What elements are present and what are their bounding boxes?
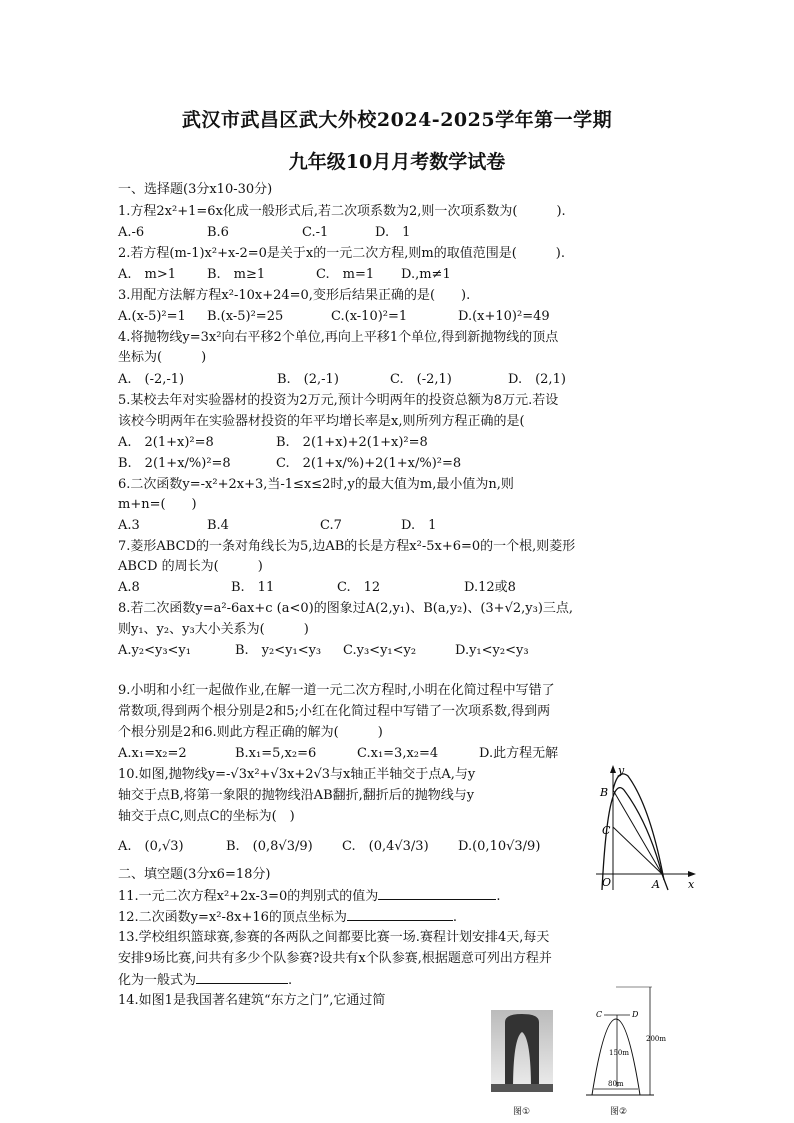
label-b: B xyxy=(600,786,609,799)
x-axis-arrow xyxy=(688,871,696,877)
q11-stem: 11.一元二次方程x²+2x-3=0的判别式的值为 . xyxy=(118,889,501,904)
q14-fig1-caption: 图① xyxy=(513,1107,531,1117)
q13-text: 化为一般式为 xyxy=(118,973,197,988)
original-parabola xyxy=(602,788,668,890)
q14-parabola-diagram xyxy=(580,983,670,1101)
q2-option-c: C. m=1 xyxy=(316,267,375,282)
q11-text: 11.一元二次方程x²+2x-3=0的判别式的值为 xyxy=(118,889,379,904)
q7-stem-line2: ABCD 的周长为( ) xyxy=(118,559,263,574)
q8-stem-line2: 则y₁、y₂、y₃大小关系为( ) xyxy=(118,622,309,637)
q1-option-d: D. 1 xyxy=(375,225,411,240)
q2-option-d: D.,m≠1 xyxy=(401,267,451,282)
q10-option-a: A. (0,√3) xyxy=(118,839,184,854)
q10-option-b: B. (0,8√3/9) xyxy=(226,839,313,854)
q3-option-a: A.(x-5)²=1 xyxy=(118,309,186,324)
q12-blank xyxy=(347,908,453,921)
q9-option-d: D.此方程无解 xyxy=(479,746,559,761)
q8-option-c: C.y₃<y₁<y₂ xyxy=(343,643,417,658)
q6-stem-line1: 6.二次函数y=-x²+2x+3,当-1≤x≤2时,y的最大值为m,最小值为n,则 xyxy=(118,477,514,492)
label-a: A xyxy=(652,878,660,891)
q14-fig2-caption: 图② xyxy=(610,1107,628,1117)
q13-stem-line2: 安排9场比赛,问共有多少个队参赛?设共有x个队参赛,根据题意可列出方程并 xyxy=(118,951,552,966)
q8-option-b: B. y₂<y₁<y₃ xyxy=(235,643,322,658)
q6-option-a: A.3 xyxy=(118,518,140,533)
q14-stem: 14.如图1是我国著名建筑“东方之门”,它通过简 xyxy=(118,993,386,1008)
q13-stem-line1: 13.学校组织篮球赛,参赛的各两队之间都要比赛一场.赛程计划安排4天,每天 xyxy=(118,930,550,945)
q1-option-b: B.6 xyxy=(207,225,229,240)
q8-stem-line1: 8.若二次函数y=a²-6ax+c (a<0)的图象过A(2,y₁)、B(a,y₂)、(3+√2,y₃)三点, xyxy=(118,601,574,616)
q10-stem-line1: 10.如图,抛物线y=-√3x²+√3x+2√3与x轴正半轴交于点A,与y xyxy=(118,767,476,782)
label-d: D xyxy=(632,1010,639,1019)
section-heading-choice: 一、选择题(3分x10-30分) xyxy=(118,182,273,197)
q3-option-b: B.(x-5)²=25 xyxy=(207,309,284,324)
building-ground xyxy=(491,1084,553,1092)
q4-option-d: D. (2,1) xyxy=(508,372,566,387)
q5-option-c: C. 2(1+x/%)+2(1+x/%)²=8 xyxy=(276,456,462,471)
q10-parabola-figure xyxy=(588,762,700,894)
q4-option-c: C. (-2,1) xyxy=(390,372,452,387)
label-x: x xyxy=(688,878,695,891)
q2-option-a: A. m>1 xyxy=(118,267,177,282)
q9-stem-line2: 常数项,得到两个根分别是2和5;小红在化简过程中写错了一次项系数,得到两 xyxy=(118,704,551,719)
q9-stem-line3: 个根分别是2和6.则此方程正确的解为( ) xyxy=(118,725,383,740)
q10-stem-line2: 轴交于点B,将第一象限的抛物线沿AB翻折,翻折后的抛物线与y xyxy=(118,788,475,803)
q4-option-b: B. (2,-1) xyxy=(277,372,339,387)
q8-option-d: D.y₁<y₂<y₃ xyxy=(455,643,529,658)
q8-option-a: A.y₂<y₃<y₁ xyxy=(118,643,191,658)
segment-ab xyxy=(613,790,662,874)
q5-option-b: B. 2(1+x)+2(1+x)²=8 xyxy=(276,435,428,450)
label-c: C xyxy=(602,824,611,837)
q9-option-b: B.x₁=5,x₂=6 xyxy=(235,746,317,761)
q4-stem-line1: 4.将抛物线y=3x²向右平移2个单位,再向上平移1个单位,得到新抛物线的顶点 xyxy=(118,330,559,345)
y-axis-arrow xyxy=(610,765,616,773)
q4-stem-line2: 坐标为( ) xyxy=(118,350,207,365)
exam-title-subject: 九年级10月月考数学试卷 xyxy=(288,151,506,173)
q9-stem-line1: 9.小明和小红一起做作业,在解一道一元二次方程时,小明在化简过程中写错了 xyxy=(118,683,555,698)
q9-option-a: A.x₁=x₂=2 xyxy=(118,746,187,761)
label-y: y xyxy=(618,764,625,777)
q3-option-d: D.(x+10)²=49 xyxy=(458,309,550,324)
label-150m: 150m xyxy=(609,1049,629,1057)
q6-option-c: C.7 xyxy=(320,518,342,533)
section-heading-fill: 二、填空题(3分x6=18分) xyxy=(118,867,271,882)
q14-building-photo xyxy=(491,1010,553,1092)
q7-option-b: B. 11 xyxy=(231,580,275,595)
q12-text: 12.二次函数y=x²-8x+16的顶点坐标为 xyxy=(118,910,347,925)
q7-option-a: A.8 xyxy=(118,580,140,595)
label-o: O xyxy=(602,876,612,889)
q4-option-a: A. (-2,-1) xyxy=(118,372,185,387)
q7-stem-line1: 7.菱形ABCD的一条对角线长为5,边AB的长是方程x²-5x+6=0的一个根,则菱形 xyxy=(118,539,576,554)
q5-option-a: A. 2(1+x)²=8 xyxy=(118,435,214,450)
q9-option-c: C.x₁=3,x₂=4 xyxy=(357,746,439,761)
label-c: C xyxy=(596,1010,603,1019)
q10-option-c: C. (0,4√3/3) xyxy=(342,839,429,854)
q5-stem-line2: 该校今明两年在实验器材投资的年平均增长率是x,则所列方程正确的是( xyxy=(118,414,525,429)
q3-option-c: C.(x-10)²=1 xyxy=(331,309,408,324)
q11-blank xyxy=(378,887,496,900)
q13-stem-line3: 化为一般式为 . xyxy=(118,973,293,988)
q12-stem: 12.二次函数y=x²-8x+16的顶点坐标为 . xyxy=(118,910,458,925)
q5-stem-line1: 5.某校去年对实验器材的投资为2万元,预计今明两年的投资总额为8万元.若设 xyxy=(118,393,559,408)
q7-option-c: C. 12 xyxy=(337,580,381,595)
q13-blank xyxy=(196,971,288,984)
q1-option-c: C.-1 xyxy=(302,225,329,240)
q7-option-d: D.12或8 xyxy=(464,580,516,595)
exam-title-school: 武汉市武昌区武大外校2024-2025学年第一学期 xyxy=(181,109,613,131)
q10-stem-line3: 轴交于点C,则点C的坐标为( ) xyxy=(118,809,295,824)
q2-stem: 2.若方程(m-1)x²+x-2=0是关于x的一元二次方程,则m的取值范围是( ). xyxy=(118,246,565,261)
q6-stem-line2: m+n=( ) xyxy=(118,497,197,512)
q6-option-b: B.4 xyxy=(207,518,229,533)
q5-option-b2: B. 2(1+x/%)²=8 xyxy=(118,456,231,471)
q1-stem: 1.方程2x²+1=6x化成一般形式后,若二次项系数为2,则一次项系数为( ). xyxy=(118,204,566,219)
q2-option-b: B. m≥1 xyxy=(207,267,266,282)
q1-option-a: A.-6 xyxy=(118,225,145,240)
label-200m: 200m xyxy=(646,1035,666,1043)
label-80m: 80m xyxy=(608,1080,624,1088)
q3-stem: 3.用配方法解方程x²-10x+24=0,变形后结果正确的是( ). xyxy=(118,288,471,303)
q6-option-d: D. 1 xyxy=(401,518,437,533)
q10-option-d: D.(0,10√3/9) xyxy=(458,839,541,854)
